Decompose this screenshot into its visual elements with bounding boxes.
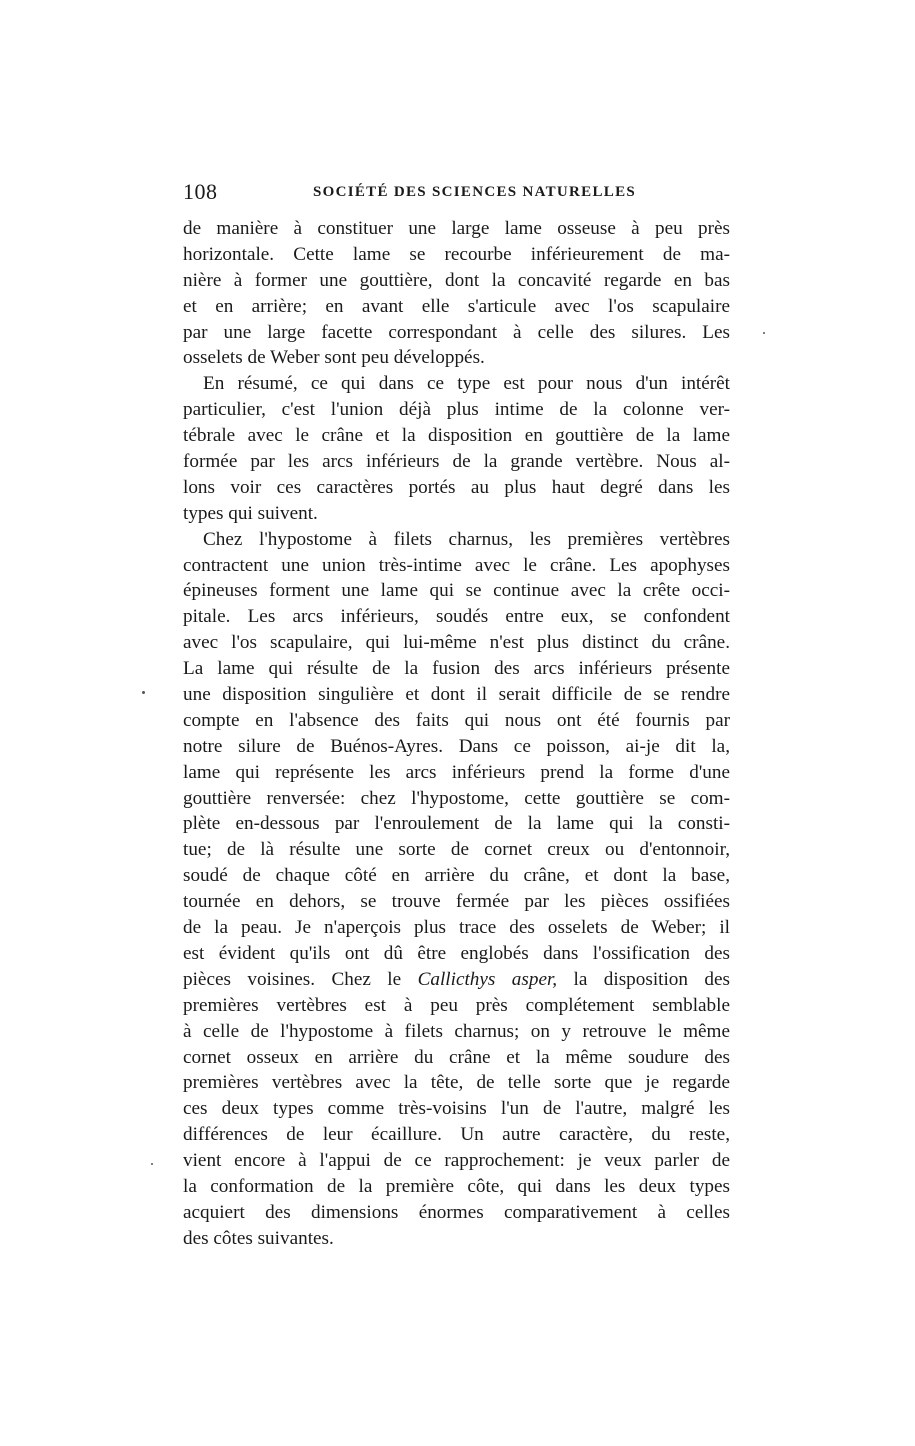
text-line: de la peau. Je n'aperçois plus trace des osselets de Weber; il (183, 917, 730, 939)
text-line: tournée en dehors, se trouve fermée par les pièces ossifiées (183, 891, 730, 913)
text-line: osselets de Weber sont peu développés. (183, 347, 485, 369)
print-speck (142, 691, 145, 694)
text-line: notre silure de Buénos-Ayres. Dans ce poisson, ai-je dit la, (183, 735, 730, 757)
text-line: plète en-dessous par l'enroulement de la lame qui la consti- (183, 813, 730, 835)
text-line: lame qui représente les arcs inférieurs prend la forme d'une (183, 761, 730, 783)
text-line: pitale. Les arcs inférieurs, soudés entre eux, se confondent (183, 606, 730, 628)
text-line: soudé de chaque côté en arrière du crâne, et dont la base, (183, 865, 730, 887)
text-line: acquiert des dimensions énormes comparativement à celles (183, 1201, 730, 1223)
text-line: par une large facette correspondant à celle des silures. Les (183, 321, 730, 343)
text-line-with-italic (183, 967, 730, 993)
text-line: La lame qui résulte de la fusion des arcs inférieurs présente (183, 658, 730, 680)
text-line: premières vertèbres est à peu près complétement semblable (183, 994, 730, 1016)
body-text (183, 216, 730, 1252)
text-line: nière à former une gouttière, dont la concavité regarde en bas (183, 269, 730, 291)
text-line: premières vertèbres avec la tête, de telle sorte que je regarde (183, 1072, 730, 1094)
text-line: ces deux types comme très-voisins l'un de l'autre, malgré les (183, 1098, 730, 1120)
page-number: 108 (183, 179, 218, 204)
print-speck (763, 332, 765, 334)
text-line: tébrale avec le crâne et la disposition en gouttière de la lame (183, 425, 730, 447)
text-line: horizontale. Cette lame se recourbe inférieurement de ma- (183, 243, 730, 265)
text-line: épineuses forment une lame qui se continue avec la crête occi- (183, 580, 730, 602)
text-line: En résumé, ce qui dans ce type est pour nous d'un intérêt (203, 373, 730, 395)
print-speck (151, 1163, 153, 1165)
text-line: particulier, c'est l'union déjà plus intime de la colonne ver- (183, 399, 730, 421)
text-line: est évident qu'ils ont dû être englobés dans l'ossification des (183, 942, 730, 964)
text-line: types qui suivent. (183, 502, 318, 524)
text-line: la conformation de la première côte, qui dans les deux types (183, 1175, 730, 1197)
running-head: SOCIÉTÉ DES SCIENCES NATURELLES (313, 184, 637, 200)
text-line: lons voir ces caractères portés au plus haut degré dans les (183, 476, 730, 498)
text-line: différences de leur écaillure. Un autre caractère, du reste, (183, 1124, 730, 1146)
text-line: gouttière renversée: chez l'hypostome, cette gouttière se com- (183, 787, 730, 809)
text-line: contractent une union très-intime avec le crâne. Les apophyses (183, 554, 730, 576)
text-line: à celle de l'hypostome à filets charnus; on y retrouve le même (183, 1020, 730, 1042)
text-line: avec l'os scapulaire, qui lui-même n'est plus distinct du crâne. (183, 632, 730, 654)
paragraph-1 (183, 216, 730, 371)
text-line: tue; de là résulte une sorte de cornet creux ou d'entonnoir, (183, 839, 730, 861)
page-header (183, 179, 743, 207)
text-segment: la disposition des (557, 968, 730, 990)
species-name-italic: Callicthys asper, (417, 968, 558, 990)
text-line: une disposition singulière et dont il serait difficile de se rendre (183, 684, 730, 706)
text-line: des côtes suivantes. (183, 1227, 334, 1249)
text-line: vient encore à l'appui de ce rapprochement: je veux parler de (183, 1150, 730, 1172)
text-line: compte en l'absence des faits qui nous ont été fournis par (183, 709, 730, 731)
text-line: et en arrière; en avant elle s'articule avec l'os scapulaire (183, 295, 730, 317)
paragraph-3 (183, 527, 730, 1252)
text-segment: pièces voisines. Chez le (183, 968, 418, 990)
text-line: Chez l'hypostome à filets charnus, les premières vertèbres (203, 528, 730, 550)
text-line: formée par les arcs inférieurs de la grande vertèbre. Nous al- (183, 451, 730, 473)
paragraph-2 (183, 371, 730, 526)
text-line: cornet osseux en arrière du crâne et la même soudure des (183, 1046, 730, 1068)
text-line: de manière à constituer une large lame osseuse à peu près (183, 218, 730, 239)
